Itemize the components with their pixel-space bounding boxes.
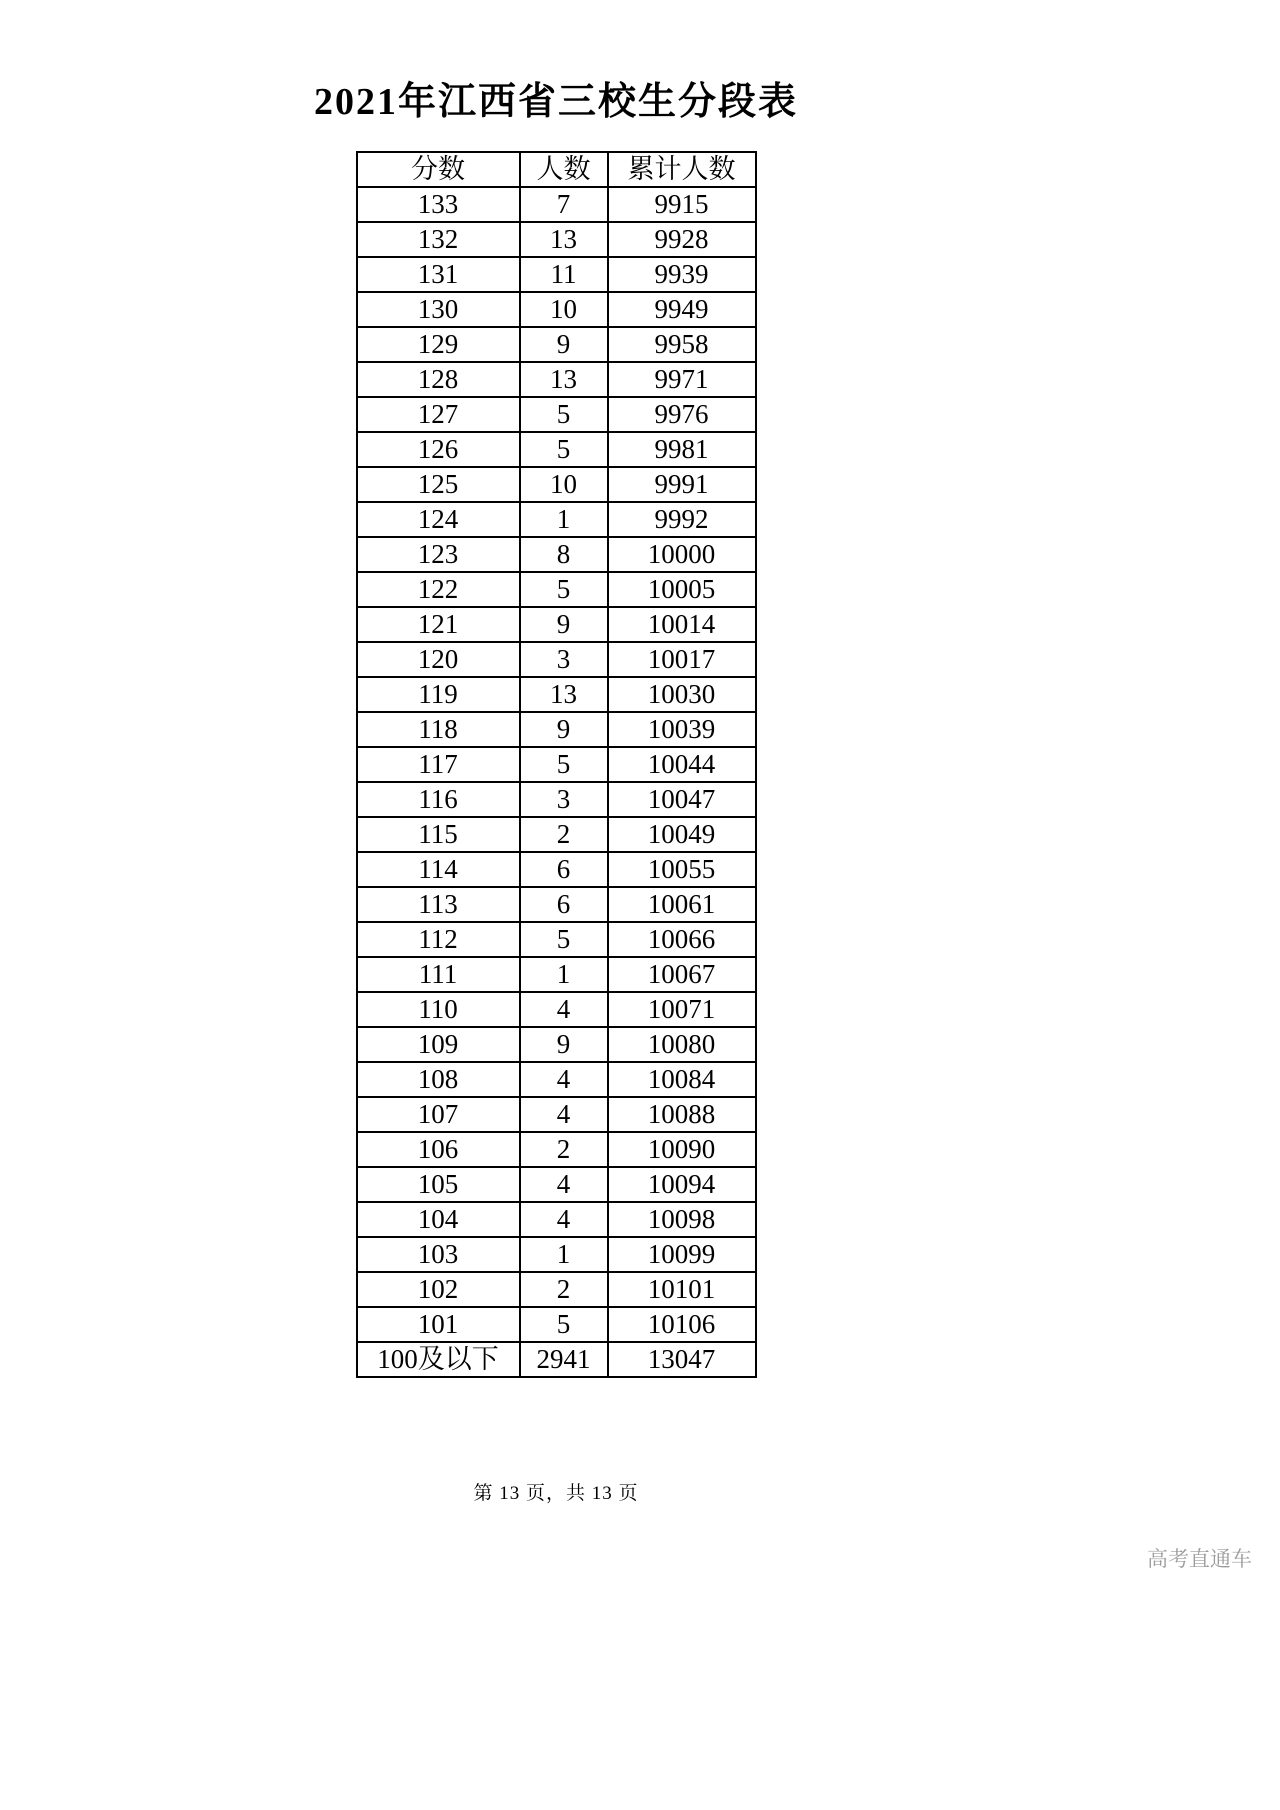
- table-cell: 10090: [608, 1132, 756, 1167]
- table-row: [357, 1062, 756, 1097]
- table-cell: 10061: [608, 887, 756, 922]
- table-row: [357, 222, 756, 257]
- table-cell: 5: [520, 922, 608, 957]
- table-cell: 128: [357, 362, 520, 397]
- table-cell: 9: [520, 712, 608, 747]
- table-row: [357, 677, 756, 712]
- table-cell: 3: [520, 642, 608, 677]
- table-cell: 9939: [608, 257, 756, 292]
- column-header: 分数: [357, 152, 520, 187]
- table-cell: 102: [357, 1272, 520, 1307]
- table-cell: 9971: [608, 362, 756, 397]
- table-cell: 127: [357, 397, 520, 432]
- table-cell: 109: [357, 1027, 520, 1062]
- table-cell: 7: [520, 187, 608, 222]
- table-cell: 104: [357, 1202, 520, 1237]
- table-body: [357, 187, 756, 1377]
- table-cell: 10039: [608, 712, 756, 747]
- table-row: [357, 747, 756, 782]
- table-row: [357, 362, 756, 397]
- table-cell: 9: [520, 327, 608, 362]
- table-cell: 9: [520, 1027, 608, 1062]
- table-cell: 121: [357, 607, 520, 642]
- table-cell: 114: [357, 852, 520, 887]
- table-cell: 1: [520, 957, 608, 992]
- table-row: [357, 1097, 756, 1132]
- table-cell: 10014: [608, 607, 756, 642]
- table-cell: 9: [520, 607, 608, 642]
- table-row: [357, 572, 756, 607]
- table-row: [357, 1132, 756, 1167]
- table-cell: 5: [520, 432, 608, 467]
- table-cell: 10106: [608, 1307, 756, 1342]
- table-cell: 106: [357, 1132, 520, 1167]
- table-cell: 1: [520, 1237, 608, 1272]
- table-cell: 119: [357, 677, 520, 712]
- table-cell: 9915: [608, 187, 756, 222]
- column-header: 人数: [520, 152, 608, 187]
- table-cell: 132: [357, 222, 520, 257]
- table-row: [357, 712, 756, 747]
- table-cell: 105: [357, 1167, 520, 1202]
- table-cell: 126: [357, 432, 520, 467]
- table-cell: 112: [357, 922, 520, 957]
- table-cell: 101: [357, 1307, 520, 1342]
- table-cell: 115: [357, 817, 520, 852]
- table-row: [357, 292, 756, 327]
- table-cell: 13047: [608, 1342, 756, 1377]
- table-cell: 8: [520, 537, 608, 572]
- table-cell: 2941: [520, 1342, 608, 1377]
- table-cell: 107: [357, 1097, 520, 1132]
- table-row: [357, 1307, 756, 1342]
- table-row: [357, 502, 756, 537]
- table-cell: 100及以下: [357, 1342, 520, 1377]
- column-header: 累计人数: [608, 152, 756, 187]
- table-cell: 10044: [608, 747, 756, 782]
- watermark: 高考直通车: [1147, 1548, 1252, 1571]
- table-row: [357, 782, 756, 817]
- table-cell: 10000: [608, 537, 756, 572]
- table-row: [357, 432, 756, 467]
- table-cell: 10084: [608, 1062, 756, 1097]
- table-cell: 123: [357, 537, 520, 572]
- table-cell: 10055: [608, 852, 756, 887]
- table-cell: 129: [357, 327, 520, 362]
- table-row: [357, 852, 756, 887]
- table-cell: 5: [520, 572, 608, 607]
- table-cell: 10: [520, 292, 608, 327]
- table-cell: 9949: [608, 292, 756, 327]
- table-cell: 10049: [608, 817, 756, 852]
- table-cell: 10066: [608, 922, 756, 957]
- table-cell: 13: [520, 362, 608, 397]
- table-row: [357, 397, 756, 432]
- table-row: [357, 957, 756, 992]
- table-cell: 131: [357, 257, 520, 292]
- table-cell: 10080: [608, 1027, 756, 1062]
- table-row: [357, 1237, 756, 1272]
- table-cell: 9958: [608, 327, 756, 362]
- table-cell: 4: [520, 1202, 608, 1237]
- table-cell: 10101: [608, 1272, 756, 1307]
- table-row: [357, 1027, 756, 1062]
- table-cell: 5: [520, 1307, 608, 1342]
- table-cell: 2: [520, 1132, 608, 1167]
- table-cell: 6: [520, 887, 608, 922]
- table-cell: 13: [520, 222, 608, 257]
- table-cell: 120: [357, 642, 520, 677]
- table-row: [357, 1272, 756, 1307]
- table-row: [357, 887, 756, 922]
- table-cell: 10098: [608, 1202, 756, 1237]
- table-header-row: [357, 152, 756, 187]
- table-cell: 5: [520, 747, 608, 782]
- table-cell: 117: [357, 747, 520, 782]
- table-cell: 1: [520, 502, 608, 537]
- table-cell: 130: [357, 292, 520, 327]
- table-row: [357, 642, 756, 677]
- page-title: 2021年江西省三校生分段表: [313, 81, 798, 123]
- table-cell: 110: [357, 992, 520, 1027]
- table-row: [357, 467, 756, 502]
- table-cell: 6: [520, 852, 608, 887]
- table-row: [357, 1202, 756, 1237]
- table-cell: 11: [520, 257, 608, 292]
- table-row: [357, 922, 756, 957]
- table-cell: 10005: [608, 572, 756, 607]
- table-cell: 103: [357, 1237, 520, 1272]
- table-cell: 10067: [608, 957, 756, 992]
- table-cell: 10099: [608, 1237, 756, 1272]
- table-cell: 111: [357, 957, 520, 992]
- table-cell: 9991: [608, 467, 756, 502]
- table-cell: 13: [520, 677, 608, 712]
- table-cell: 10030: [608, 677, 756, 712]
- table-cell: 108: [357, 1062, 520, 1097]
- table-cell: 124: [357, 502, 520, 537]
- table-row: [357, 607, 756, 642]
- table-row: [357, 992, 756, 1027]
- table-cell: 133: [357, 187, 520, 222]
- table-cell: 9976: [608, 397, 756, 432]
- table-cell: 10047: [608, 782, 756, 817]
- table-row: [357, 257, 756, 292]
- table-cell: 4: [520, 1097, 608, 1132]
- table-cell: 116: [357, 782, 520, 817]
- table-cell: 3: [520, 782, 608, 817]
- table-row: [357, 327, 756, 362]
- table-cell: 10017: [608, 642, 756, 677]
- table-row: [357, 187, 756, 222]
- table-cell: 5: [520, 397, 608, 432]
- table-cell: 10: [520, 467, 608, 502]
- table-cell: 10071: [608, 992, 756, 1027]
- table-cell: 2: [520, 817, 608, 852]
- table-cell: 113: [357, 887, 520, 922]
- table-cell: 122: [357, 572, 520, 607]
- table-row: [357, 817, 756, 852]
- table-row: [357, 1167, 756, 1202]
- table-row: [357, 537, 756, 572]
- table-cell: 125: [357, 467, 520, 502]
- table-cell: 10088: [608, 1097, 756, 1132]
- table-cell: 9992: [608, 502, 756, 537]
- table-cell: 4: [520, 1167, 608, 1202]
- table-cell: 2: [520, 1272, 608, 1307]
- table-cell: 10094: [608, 1167, 756, 1202]
- table-cell: 118: [357, 712, 520, 747]
- page-number: 第 13 页，共 13 页: [473, 1483, 639, 1504]
- score-table: [356, 151, 757, 1378]
- table-cell: 9928: [608, 222, 756, 257]
- table-cell: 9981: [608, 432, 756, 467]
- table-cell: 4: [520, 992, 608, 1027]
- table-cell: 4: [520, 1062, 608, 1097]
- table-row: [357, 1342, 756, 1377]
